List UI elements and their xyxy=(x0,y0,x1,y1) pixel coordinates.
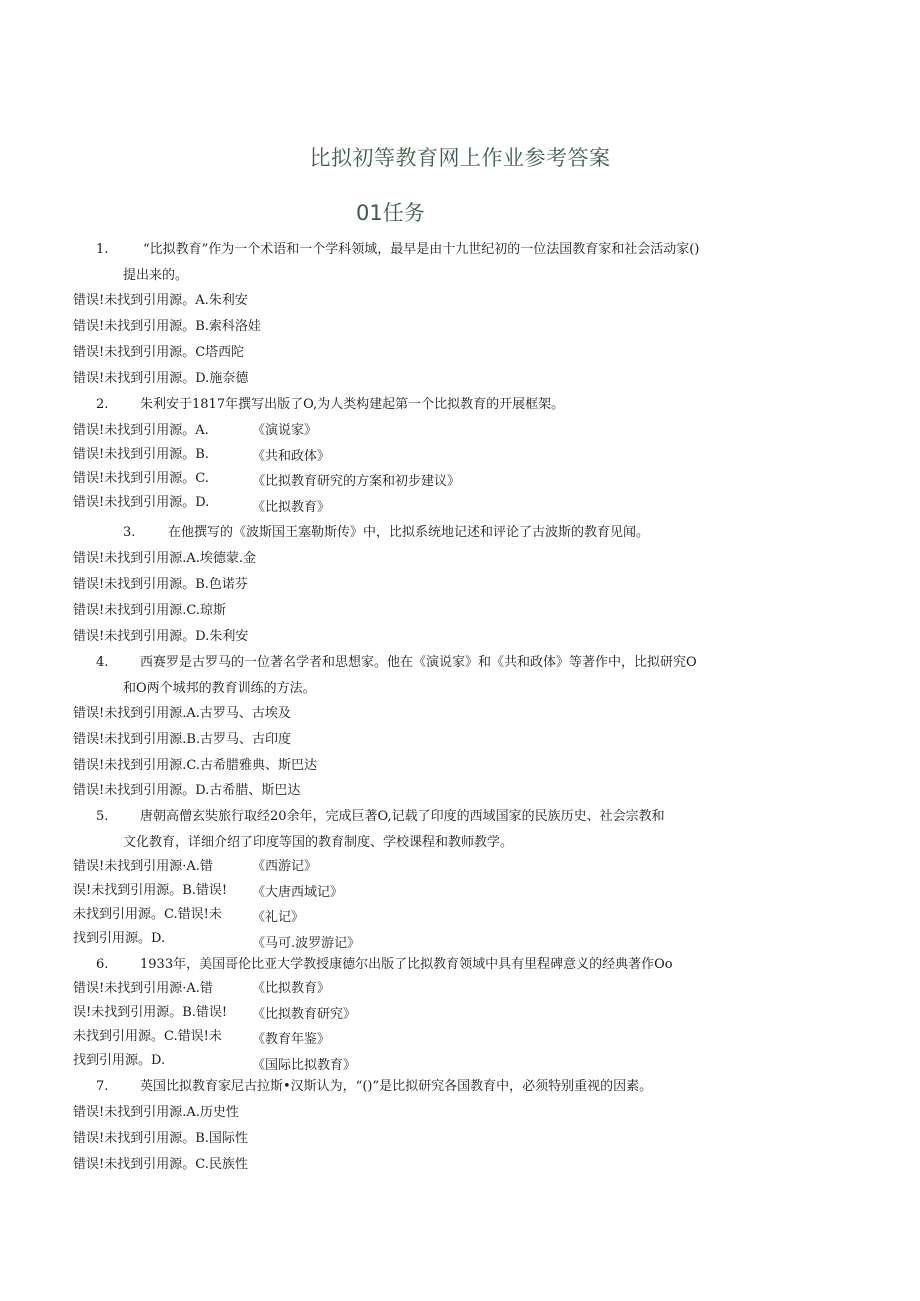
answer-option-text: 《礼记》 xyxy=(252,910,305,925)
question-text: 唐朝高僧玄奘旅行取经20余年，完成巨著O,记载了印度的西域国家的民族历史、社会宗教和 xyxy=(140,809,665,824)
question-text-continued: 提出来的。 xyxy=(123,268,189,283)
question-number: 4. xyxy=(96,655,109,670)
answer-option: 错误!未找到引用源.C.琼斯 xyxy=(73,603,226,618)
answer-option: 未找到引用源。C.错误!未 xyxy=(73,907,222,922)
answer-option: 找到引用源。D. xyxy=(73,931,166,946)
answer-option-text: 《马可.波罗游记》 xyxy=(252,936,361,951)
answer-option: 错误!未找到引用源。B.色诺芬 xyxy=(73,577,248,592)
answer-option: 未找到引用源。C.错误!未 xyxy=(73,1029,222,1044)
question-text: 在他撰写的《波斯国王塞勒斯传》中，比拟系统地记述和评论了古波斯的教育见闻。 xyxy=(168,525,650,540)
answer-option: 错误!未找到引用源。B.国际性 xyxy=(73,1131,248,1146)
answer-option: 错误!未找到引用源.A.埃德蒙.金 xyxy=(73,551,257,566)
answer-option: 错误!未找到引用源。B. xyxy=(73,447,209,462)
question-text: 西赛罗是古罗马的一位著名学者和思想家。他在《演说家》和《共和政体》等著作中，比拟研究O xyxy=(140,655,697,670)
answer-option: 错误!未找到引用源.A.古罗马、古埃及 xyxy=(73,706,291,721)
question-number: 6. xyxy=(96,957,109,972)
answer-option-text: 《比拟教育研究的方案和初步建议》 xyxy=(252,474,461,489)
answer-option-text: 《教育年鉴》 xyxy=(252,1032,331,1047)
answer-option: 误!未找到引用源。B.错误! xyxy=(73,1005,228,1020)
question-number: 7. xyxy=(96,1079,109,1094)
question-number: 3. xyxy=(123,525,136,540)
page-title: 比拟初等教育网上作业参考答案 xyxy=(309,146,611,170)
answer-option-text: 《比拟教育》 xyxy=(252,981,331,996)
answer-option-text: 《比拟教育研究》 xyxy=(252,1007,357,1022)
answer-option: 错误!未找到引用源。D.朱利安 xyxy=(73,629,249,644)
question-number: 5. xyxy=(96,809,109,824)
question-text: “比拟教育”作为一个术语和一个学科领域，最早是由十九世纪初的一位法国教育家和社会活动家() xyxy=(143,242,700,257)
answer-option: 错误!未找到引用源。B.索科洛娃 xyxy=(73,319,261,334)
answer-option: 错误!未找到引用源.C.古希腊雅典、斯巴达 xyxy=(73,758,317,773)
answer-option: 找到引用源。D. xyxy=(73,1053,166,1068)
answer-option: 错误!未找到引用源。D.古希腊、斯巴达 xyxy=(73,783,301,798)
answer-option: 错误!未找到引用源。D. xyxy=(73,495,210,510)
answer-option: 错误!未找到引用源。D.施奈德 xyxy=(73,371,249,386)
question-text: 英国比拟教育家尼古拉斯•汉斯认为，“()”是比拟研究各国教育中，必须特别重视的因素。 xyxy=(140,1079,653,1094)
question-text: 朱利安于1817年撰写出版了O,为人类构建起第一个比拟教育的开展框架。 xyxy=(140,397,565,412)
question-text-continued: 和O两个城邦的教育训练的方法。 xyxy=(123,681,316,696)
answer-option: 错误!未找到引用源。A. xyxy=(73,423,209,438)
answer-option-text: 《演说家》 xyxy=(252,423,318,438)
answer-option: 错误!未找到引用源。C.民族性 xyxy=(73,1157,248,1172)
question-number: 2. xyxy=(96,397,109,412)
answer-option: 错误!未找到引用源.A.历史性 xyxy=(73,1105,239,1120)
answer-option-text: 《国际比拟教育》 xyxy=(252,1058,357,1073)
answer-option-text: 《共和政体》 xyxy=(252,449,331,464)
answer-option-text: 《大唐西域记》 xyxy=(252,885,344,900)
question-text-continued: 文化教育，详细介绍了印度等国的教育制度、学校课程和教师教学。 xyxy=(123,835,514,850)
answer-option: 错误!未找到引用源。C. xyxy=(73,471,209,486)
answer-option: 错误!未找到引用源。A.朱利安 xyxy=(73,293,248,308)
section-heading: 01任务 xyxy=(356,201,425,225)
question-number: 1. xyxy=(96,242,109,257)
answer-option: 错误!未找到引用源·A.错 xyxy=(73,981,213,996)
answer-option: 错误!未找到引用源.B.古罗马、古印度 xyxy=(73,732,292,747)
answer-option: 错误!未找到引用源·A.错 xyxy=(73,859,213,874)
question-text: 1933年，美国哥伦比亚大学教授康德尔出版了比拟教育领域中具有里程碑意义的经典著作Oo xyxy=(140,957,673,972)
answer-option: 误!未找到引用源。B.错误! xyxy=(73,883,228,898)
answer-option: 错误!未找到引用源。C塔西陀 xyxy=(73,345,245,360)
answer-option-text: 《比拟教育》 xyxy=(252,500,331,515)
answer-option-text: 《西游记》 xyxy=(252,859,318,874)
